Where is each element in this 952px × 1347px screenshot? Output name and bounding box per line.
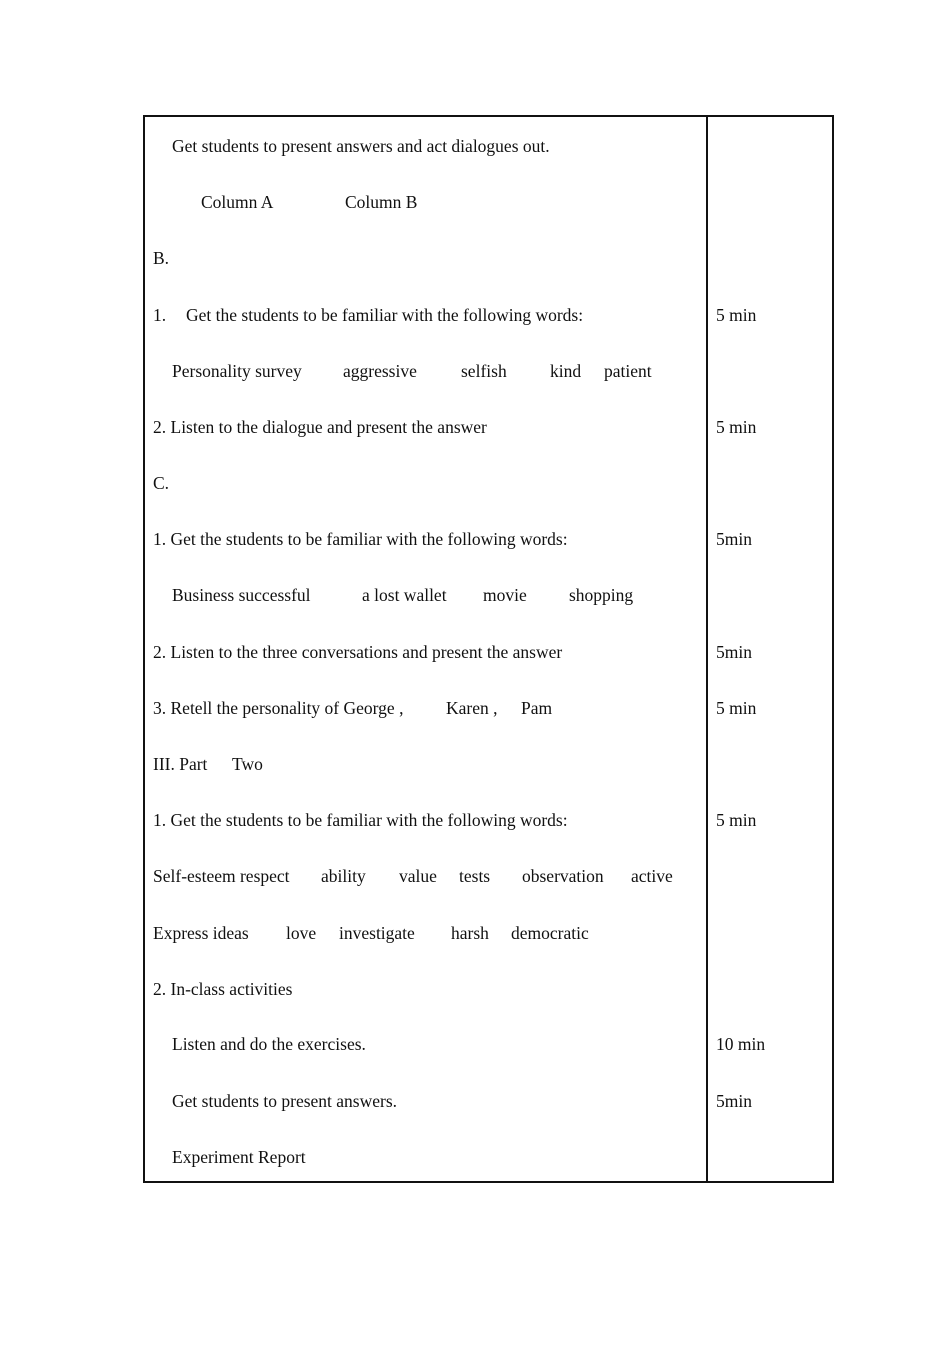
vocabulary-word: Self-esteem respect [153, 866, 290, 886]
vocabulary-word: investigate [339, 923, 415, 943]
activity-cell [143, 806, 706, 834]
activity-text: 1. Get the students to be familiar with the following words: [153, 529, 568, 549]
table-row [143, 638, 834, 666]
vocabulary-word: tests [459, 866, 491, 886]
section-heading: Two [232, 754, 263, 774]
duration-text: 5min [716, 529, 752, 549]
time-cell [716, 413, 826, 441]
column-b-label: Column B [345, 192, 418, 212]
section-heading: B. [153, 248, 170, 268]
duration-text: 5 min [716, 305, 757, 325]
vocabulary-word: movie [483, 585, 527, 605]
vocabulary-word: a lost wallet [362, 585, 447, 605]
activity-cell [143, 188, 706, 216]
activity-text: 3. Retell the personality of George , [153, 698, 404, 718]
activity-text: 2. Listen to the three conversations and present the answer [153, 642, 563, 662]
time-cell [716, 975, 826, 1003]
duration-text: 5min [716, 642, 752, 662]
time-cell [716, 919, 826, 947]
activity-text: 2. In-class activities [153, 979, 293, 999]
activity-cell [143, 975, 706, 1003]
vocabulary-word: observation [522, 866, 604, 886]
time-cell [716, 188, 826, 216]
table-row [143, 750, 834, 778]
table-row [143, 301, 834, 329]
activity-text: 2. Listen to the dialogue and present the answer [153, 417, 487, 437]
vocabulary-word: love [286, 923, 317, 943]
vocabulary-word: Personality survey [172, 361, 302, 381]
time-cell [716, 357, 826, 385]
character-name: Karen , [446, 698, 498, 718]
activity-text: Get students to present answers. [172, 1091, 398, 1111]
duration-text: 5 min [716, 810, 757, 830]
vocabulary-word: harsh [451, 923, 489, 943]
activity-cell [143, 525, 706, 553]
time-cell [716, 525, 826, 553]
activity-cell [143, 1030, 706, 1058]
time-cell [716, 750, 826, 778]
table-row [143, 919, 834, 947]
activity-cell [143, 132, 706, 160]
activity-cell [143, 638, 706, 666]
item-number: 1. [153, 305, 167, 325]
duration-text: 5 min [716, 698, 757, 718]
activity-cell [143, 862, 706, 890]
activity-text: 1. Get the students to be familiar with the following words: [153, 810, 568, 830]
vocabulary-word: active [631, 866, 673, 886]
table-row [143, 694, 834, 722]
character-name: Pam [521, 698, 553, 718]
section-heading: III. Part [153, 754, 208, 774]
table-row [143, 188, 834, 216]
activity-cell [143, 1087, 706, 1115]
table-row [143, 1087, 834, 1115]
vocabulary-word: patient [604, 361, 652, 381]
table-row [143, 581, 834, 609]
time-cell [716, 638, 826, 666]
vocabulary-word: democratic [511, 923, 589, 943]
section-heading: C. [153, 473, 170, 493]
activity-cell [143, 581, 706, 609]
time-cell [716, 581, 826, 609]
activity-cell [143, 413, 706, 441]
activity-cell [143, 919, 706, 947]
vocabulary-word: kind [550, 361, 582, 381]
vocabulary-word: ability [321, 866, 366, 886]
vocabulary-word: value [399, 866, 437, 886]
table-row [143, 1143, 834, 1171]
time-cell [716, 301, 826, 329]
table-row [143, 806, 834, 834]
table-row [143, 975, 834, 1003]
activity-text: Experiment Report [172, 1147, 306, 1167]
time-cell [716, 1030, 826, 1058]
table-row [143, 469, 834, 497]
table-row [143, 525, 834, 553]
vocabulary-word: Express ideas [153, 923, 249, 943]
table-row [143, 862, 834, 890]
vocabulary-word: selfish [461, 361, 507, 381]
activity-cell [143, 469, 706, 497]
time-cell [716, 806, 826, 834]
duration-text: 5min [716, 1091, 752, 1111]
table-row [143, 132, 834, 160]
activity-cell [143, 750, 706, 778]
activity-cell [143, 1143, 706, 1171]
activity-cell [143, 357, 706, 385]
time-cell [716, 1087, 826, 1115]
time-cell [716, 862, 826, 890]
time-cell [716, 469, 826, 497]
table-row [143, 357, 834, 385]
activity-text: Get students to present answers and act dialogues out. [172, 136, 550, 156]
duration-text: 10 min [716, 1034, 766, 1054]
time-cell [716, 132, 826, 160]
table-row [143, 244, 834, 272]
duration-text: 5 min [716, 417, 757, 437]
vocabulary-word: aggressive [343, 361, 417, 381]
activity-cell [143, 694, 706, 722]
time-cell [716, 1143, 826, 1171]
vocabulary-word: Business successful [172, 585, 311, 605]
table-row [143, 413, 834, 441]
column-a-label: Column A [201, 192, 274, 212]
activity-cell [143, 301, 706, 329]
table-row [143, 1030, 834, 1058]
activity-cell [143, 244, 706, 272]
time-cell [716, 244, 826, 272]
time-cell [716, 694, 826, 722]
activity-text: Listen and do the exercises. [172, 1034, 366, 1054]
activity-text: Get the students to be familiar with the following words: [186, 305, 584, 325]
vocabulary-word: shopping [569, 585, 634, 605]
